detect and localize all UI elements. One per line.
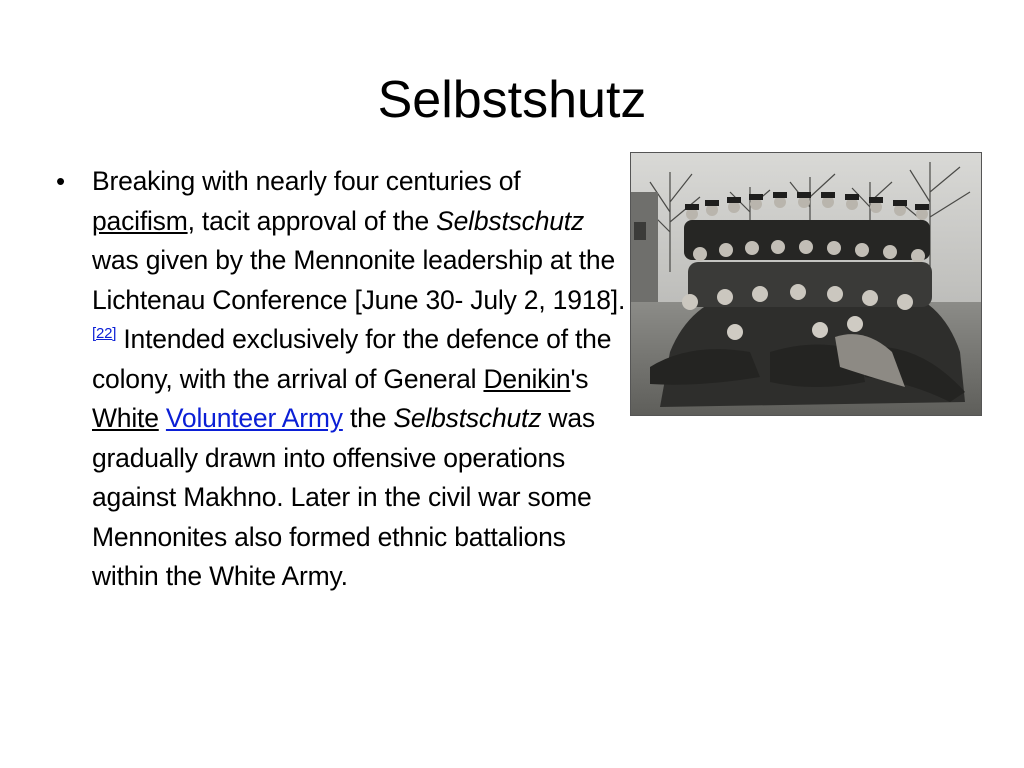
photo-illustration xyxy=(630,152,982,416)
text-run xyxy=(159,403,166,433)
text-run: 's xyxy=(570,363,589,394)
text-run: Intended exclusively for the defence of the colony, with the arrival of General xyxy=(92,324,612,394)
text-run: the xyxy=(342,403,394,433)
slide-title: Selbstshutz xyxy=(377,71,647,129)
footnote-ref xyxy=(92,325,116,342)
text-run: , tacit approval of the xyxy=(187,205,437,236)
link-white[interactable]: White xyxy=(92,403,159,433)
link-denikin[interactable]: Denikin xyxy=(483,363,571,394)
footnote-link[interactable]: [22] xyxy=(92,325,117,343)
italic-selbstschutz: Selbstschutz xyxy=(393,403,542,433)
italic-selbstschutz: Selbstschutz xyxy=(436,205,585,236)
link-volunteer-army[interactable]: Volunteer Army xyxy=(165,403,343,433)
link-pacifism[interactable]: pacifism xyxy=(92,205,188,236)
bullet-paragraph xyxy=(92,162,626,597)
group-photograph xyxy=(630,152,982,416)
bullet-list xyxy=(56,162,626,597)
text-run: was gradually drawn into offensive operations against Makhno. Later in the civil war some Mennonites also formed ethnic battalions within the White Army. xyxy=(92,403,595,591)
text-run: Breaking with nearly four centuries of xyxy=(92,166,521,196)
text-run: was given by the Mennonite leadership at the Lichtenau Conference [June 30- July 2, 1918]. xyxy=(92,245,626,315)
bullet-icon: • xyxy=(56,166,66,196)
